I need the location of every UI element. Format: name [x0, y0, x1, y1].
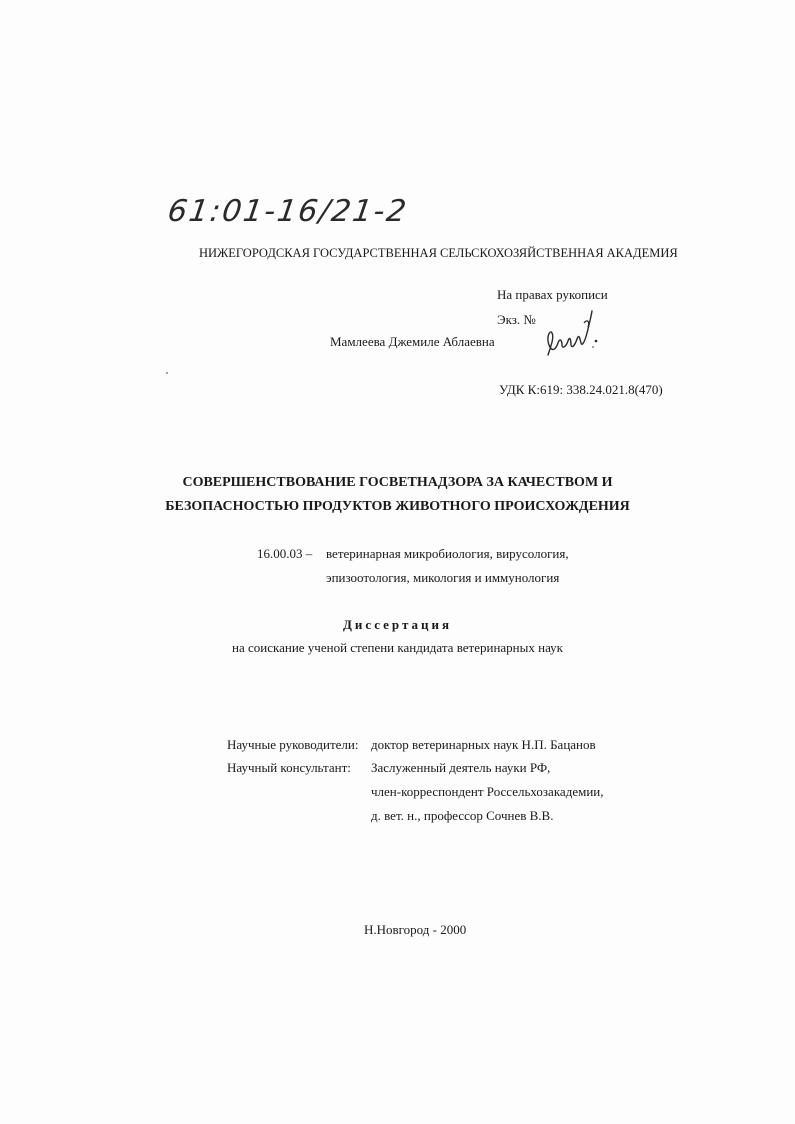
degree-statement: на соискание ученой степени кандидата ветеринарных наук — [232, 640, 563, 655]
supervisors-label: Научные руководители: — [227, 737, 359, 752]
archive-code-handwritten: 61:01-16/21-2 — [165, 194, 411, 229]
specialty-line-2: эпизоотология, микология и иммунология — [326, 570, 560, 585]
scan-speck — [592, 346, 594, 348]
author-name: Мамлеева Джемиле Аблаевна — [330, 334, 495, 349]
supervisors-value: доктор ветеринарных наук Н.П. Бацанов — [371, 737, 596, 752]
specialty-line-1: ветеринарная микробиология, вирусология, — [326, 546, 569, 561]
consultant-line-3: д. вет. н., профессор Сочнев В.В. — [371, 808, 554, 823]
specialty-code: 16.00.03 – — [257, 546, 313, 561]
institution-name: НИЖЕГОРОДСКАЯ ГОСУДАРСТВЕННАЯ СЕЛЬСКОХОЗЯЙСТВЕННАЯ АКАДЕМИЯ — [199, 246, 678, 260]
consultant-line-1: Заслуженный деятель науки РФ, — [371, 760, 551, 775]
scan-speck — [166, 372, 168, 374]
place-and-year: Н.Новгород - 2000 — [364, 922, 467, 937]
document-type: Диссертация — [342, 617, 453, 632]
consultant-line-2: член-корреспондент Россельхозакадемии, — [371, 784, 604, 799]
signature-image — [540, 303, 600, 365]
dissertation-title-line-2: БЕЗОПАСНОСТЬЮ ПРОДУКТОВ ЖИВОТНОГО ПРОИСХОЖДЕНИЯ — [165, 499, 630, 514]
consultant-label: Научный консультант: — [227, 760, 351, 775]
manuscript-rights: На правах рукописи — [497, 287, 608, 302]
dissertation-title-line-1: СОВЕРШЕНСТВОВАНИЕ ГОСВЕТНАДЗОРА ЗА КАЧЕСТВОМ И — [182, 475, 613, 490]
copy-number: Экз. № — [497, 312, 536, 327]
udk-code: УДК К:619: 338.24.021.8(470) — [499, 382, 663, 397]
